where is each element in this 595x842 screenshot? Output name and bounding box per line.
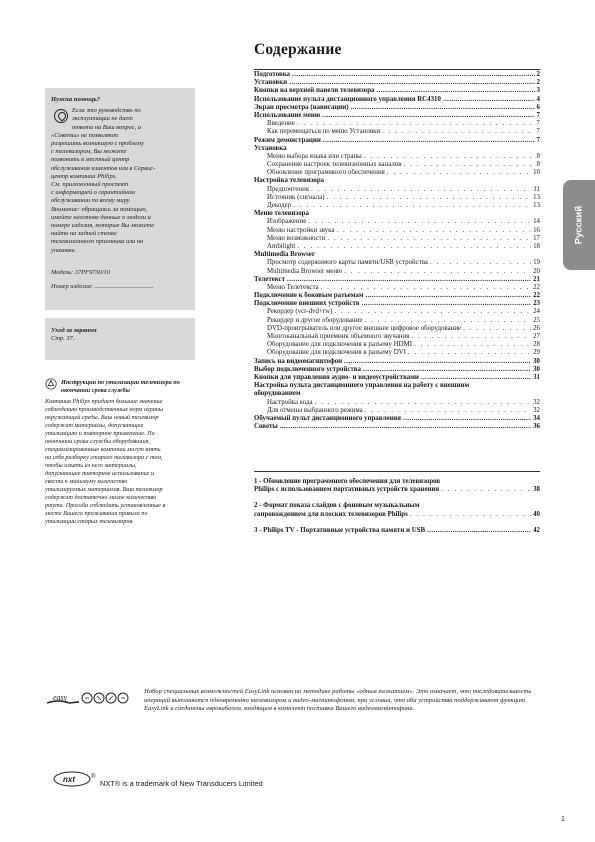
page-title: Содержание xyxy=(254,41,342,58)
toc-entry xyxy=(254,308,540,316)
toc-entry xyxy=(254,153,540,161)
help-text-line: разрешить возникшую с проблему xyxy=(51,140,144,148)
toc-entry xyxy=(254,292,540,300)
disposal-text-line: месте Вашего проживания правила по xyxy=(45,510,148,517)
toc-leader-dots xyxy=(387,169,531,177)
disposal-text-line: на себя разборку старого телевизора с тем, xyxy=(45,454,163,461)
help-text-line: номере изделия, которые Вы можете xyxy=(51,222,155,230)
toc-entry-page: 8 xyxy=(536,152,540,160)
toc-leader-dots xyxy=(463,325,531,333)
toc-entry xyxy=(254,284,540,292)
toc-entry xyxy=(254,511,540,519)
toc-leader-dots xyxy=(361,300,531,308)
toc-entry-page: 22 xyxy=(533,283,540,291)
toc-leader-dots xyxy=(297,243,531,251)
appendix-list xyxy=(254,478,540,535)
toc-entry-page: 31 xyxy=(533,373,540,381)
toc-leader-dots xyxy=(321,284,531,292)
toc-entry xyxy=(254,243,540,251)
toc-leader-dots xyxy=(410,511,531,519)
toc-entry xyxy=(254,502,540,510)
toc-entry xyxy=(254,325,540,333)
serial-number: Номер изделия: ..................................... xyxy=(51,283,154,291)
help-text-line: Если это руководство по xyxy=(72,107,141,115)
toc-entry-page: 2 xyxy=(536,71,540,78)
toc-entry-label: Кнопки на верхней панели телевизора xyxy=(254,87,375,95)
toc-entry-page: 40 xyxy=(533,510,540,518)
toc-entry-page: 30 xyxy=(533,365,540,373)
toc-entry-page: 23 xyxy=(533,300,540,308)
toc-entry-label: Режим демонстрации xyxy=(254,136,321,144)
toc-entry-label: 1 - Обновление программного обеспечения для телевизоров xyxy=(254,478,441,485)
toc-entry-page: 13 xyxy=(533,202,540,209)
toc-entry xyxy=(254,202,540,210)
toc-entry-page: 36 xyxy=(533,423,540,431)
disposal-text-line: окончании срока службы оборудования, xyxy=(45,438,150,445)
toc-entry-label: Декодер xyxy=(267,202,292,209)
toc-entry xyxy=(254,276,540,284)
toc-top-rule xyxy=(254,69,540,70)
disposal-text-line: чтобы изъять из него материалы, xyxy=(45,462,137,469)
toc-entry xyxy=(254,177,540,185)
help-text-line: обслуживании по всему миру. xyxy=(51,197,131,205)
toc-leader-dots xyxy=(366,292,532,300)
toc-entry-label: Меню возможности xyxy=(267,234,326,242)
toc-entry-page: 27 xyxy=(533,333,540,340)
toc-entry-label: Меню телевизора xyxy=(254,210,309,218)
help-text-line: найти на задней стенке xyxy=(51,230,117,238)
toc-entry xyxy=(254,415,540,423)
toc-entry-page: 18 xyxy=(533,242,540,250)
toc-entry xyxy=(254,194,540,202)
disposal-text-line: содержит достаточно малое количество xyxy=(45,494,157,501)
toc-entry-label: Советы xyxy=(254,423,278,431)
toc-leader-dots xyxy=(344,358,531,366)
screen-care-box xyxy=(45,318,195,360)
toc-leader-dots xyxy=(403,415,531,423)
disposal-section xyxy=(45,379,195,526)
help-box-text xyxy=(51,107,189,255)
toc-entry-page: 20 xyxy=(533,267,540,275)
toc-entry xyxy=(254,186,540,194)
toc-entry-page: 21 xyxy=(533,275,540,283)
toc-entry xyxy=(254,423,540,431)
toc-leader-dots xyxy=(443,96,535,104)
help-text-line: «Советы» не позволяют xyxy=(51,131,118,139)
toc-entry-label: Установка xyxy=(254,144,287,152)
toc-entry-page: 34 xyxy=(533,414,540,422)
easylink-logo-text: easy xyxy=(53,693,68,702)
help-text-line: обслуживания клиентов или в Сервис- xyxy=(51,164,156,172)
help-text-line: позвонить в местный центр xyxy=(51,156,130,164)
toc-entry-label: Предпочтения xyxy=(267,185,309,193)
toc-leader-dots xyxy=(351,104,535,112)
toc-leader-dots xyxy=(327,235,531,243)
help-text-line: упаковке. xyxy=(51,246,77,254)
toc-entry-page: 25 xyxy=(533,316,540,324)
toc-entry-label: DVD-проигрыватель или другое внешнее цифровое оборудование xyxy=(267,324,462,332)
nxt-trademark: NXT® is a trademark of New Transducers Limited xyxy=(100,779,263,788)
toc-entry-page: 11 xyxy=(533,185,540,193)
toc-entry xyxy=(254,137,540,145)
toc-entry-label: Использование пульта дистанционного управления RC4310 xyxy=(254,95,441,103)
toc-leader-dots xyxy=(364,153,535,161)
disposal-text-line: окружающей среды. Ваш новый телевизор xyxy=(45,414,159,421)
toc-entry xyxy=(254,128,540,136)
toc-entry xyxy=(254,349,540,357)
toc-entry-label: Выбор подключенного устройства xyxy=(254,365,361,373)
toc-entry-page: 7 xyxy=(536,120,540,128)
toc-entry xyxy=(254,96,540,104)
toc-entry-label: Как перемещаться по меню Установки xyxy=(267,128,381,136)
toc-entry-label: оборудованием xyxy=(254,390,301,398)
toc-entry xyxy=(254,300,540,308)
nxt-logo-text: nxt xyxy=(63,775,75,784)
table-of-contents xyxy=(254,71,540,431)
toc-entry-label: Multimedia Browser меню xyxy=(267,267,343,275)
toc-entry-label: 3 - Philips TV - Портативные устройства памяти и USB xyxy=(254,526,426,534)
toc-leader-dots xyxy=(404,161,535,169)
toc-entry-label: Настройка кода xyxy=(267,398,313,406)
toc-entry-label: Установки xyxy=(254,79,288,87)
toc-entry xyxy=(254,527,540,535)
toc-entry-label: Ambilight xyxy=(267,242,296,250)
toc-entry xyxy=(254,169,540,177)
toc-entry-page: 32 xyxy=(533,406,540,414)
toc-entry-label: Подключение внешних устройств xyxy=(254,300,360,308)
help-box xyxy=(45,88,195,310)
toc-leader-dots xyxy=(297,120,535,128)
toc-entry-label: Philips с использованием портативных устройств хранения xyxy=(254,486,440,494)
help-text-line: См. приложенный проспект xyxy=(51,181,129,189)
toc-entry-label: Источник (сигнала) xyxy=(267,193,325,201)
toc-entry-page: 30 xyxy=(533,357,540,365)
toc-entry-page: 19 xyxy=(533,259,540,267)
disposal-text-line: Компания Philips придает большое значение xyxy=(45,398,163,405)
help-text-line: телевизионного приемника или на xyxy=(51,238,144,246)
toc-entry xyxy=(254,374,540,382)
toc-entry xyxy=(254,251,540,259)
toc-entry-label: Экран просмотра (навигации) xyxy=(254,103,349,111)
toc-entry-page: 32 xyxy=(533,398,540,406)
language-tab xyxy=(563,180,595,270)
toc-entry xyxy=(254,87,540,95)
disposal-text-line: допускающие повторное использование и xyxy=(45,470,155,477)
toc-entry-label: Для отмены выбранного режима xyxy=(267,406,363,414)
toc-leader-dots xyxy=(311,186,531,194)
toc-entry xyxy=(254,407,540,415)
toc-leader-dots xyxy=(427,527,531,535)
toc-leader-dots xyxy=(280,423,531,431)
toc-leader-dots xyxy=(308,218,531,226)
toc-entry-page: 10 xyxy=(533,169,540,177)
help-text-line: имейте наготове данные о модели и xyxy=(51,213,151,221)
toc-entry-label: Подготовка xyxy=(254,71,291,78)
toc-entry-label: Обновление программного обеспечения xyxy=(267,169,385,177)
toc-entry xyxy=(254,161,540,169)
toc-entry-page: 2 xyxy=(536,79,540,87)
toc-entry xyxy=(254,259,540,267)
toc-entry-label: Использование меню xyxy=(254,111,321,119)
toc-entry xyxy=(254,341,540,349)
toc-leader-dots xyxy=(344,268,531,276)
disposal-text-line: содержит материалы, допускающие xyxy=(45,422,144,429)
toc-entry-label: Многоканальный приемник объемного звучания xyxy=(267,333,410,340)
toc-leader-dots xyxy=(414,341,531,349)
help-text-line: эксплуатации не дает xyxy=(72,115,133,123)
toc-entry-label: Настройка телевизора xyxy=(254,177,325,185)
toc-entry-page: 14 xyxy=(533,218,540,226)
toc-entry-label: Изображение xyxy=(267,218,307,226)
toc-entry xyxy=(254,333,540,341)
toc-entry-label: Меню настройки звука xyxy=(267,226,335,234)
toc-entry-page: 29 xyxy=(533,349,540,357)
recycle-icon xyxy=(45,378,57,390)
help-text-line: с телевизором, Вы можете xyxy=(51,148,127,156)
toc-leader-dots xyxy=(408,349,531,357)
toc-leader-dots xyxy=(323,137,535,145)
toc-leader-dots xyxy=(293,202,531,210)
toc-entry xyxy=(254,478,540,486)
toc-leader-dots xyxy=(336,227,531,235)
toc-entry-page: 7 xyxy=(536,136,540,144)
toc-leader-dots xyxy=(441,486,531,494)
toc-entry-page: 17 xyxy=(533,234,540,242)
toc-entry xyxy=(254,366,540,374)
disposal-text-line: соблюдению производственных норм охраны xyxy=(45,406,164,413)
nxt-logo xyxy=(52,771,98,787)
toc-entry-label: Запись на видеомагнитофон xyxy=(254,357,343,365)
toc-entry-page: 22 xyxy=(533,292,540,300)
toc-entry xyxy=(254,390,540,398)
toc-entry xyxy=(254,71,540,79)
toc-entry xyxy=(254,235,540,243)
toc-entry-label: Кнопки для управления аудио- и видеоустройствами xyxy=(254,373,419,381)
toc-entry-page: 7 xyxy=(536,128,540,136)
svg-text:®: ® xyxy=(91,774,96,780)
disposal-text-line: утилизации старых телевизоров. xyxy=(45,518,134,525)
help-box-title: Нужна помощь? xyxy=(51,96,101,103)
toc-entry xyxy=(254,399,540,407)
help-text-line: центр компании Philips. xyxy=(51,172,117,180)
toc-entry-label: Введение xyxy=(267,120,295,128)
toc-leader-dots xyxy=(382,128,534,136)
toc-entry-page: 3 xyxy=(536,87,540,95)
screen-care-title: Уход за экраном xyxy=(51,327,97,334)
toc-leader-dots xyxy=(421,374,531,382)
toc-entry-label: Телетекст xyxy=(254,275,286,283)
disposal-text-line: свести к минимуму количество xyxy=(45,478,128,485)
toc-leader-dots xyxy=(322,112,534,120)
toc-entry-label: Обучаемый пульт дистанционного управления xyxy=(254,414,401,422)
toc-entry xyxy=(254,382,540,390)
toc-entry-label: Рекордер и другое оборудование xyxy=(267,316,363,324)
toc-leader-dots xyxy=(287,276,531,284)
toc-entry-label: Подключение к боковым разъемам xyxy=(254,292,364,300)
toc-entry-page: 26 xyxy=(533,324,540,332)
toc-entry-label: Рекордер (vcr-dvd+rw) xyxy=(267,308,333,316)
toc-entry-label: Настройка пульта дистанционного управления на работу с внешним xyxy=(254,382,470,390)
toc-entry-page: 16 xyxy=(533,226,540,234)
toc-entry xyxy=(254,120,540,128)
toc-leader-dots xyxy=(315,399,532,407)
easylink-description: Набор специальных возможностей EasyLink основан на методике работы «одним нажатием». Это означает, что последовательность операций выполняется одновременно телевизором и видео-магнитофоном, при условии, что оба устройства поддерживают функцию EasyLink и соединены еврокабелем, входящим в комплект поставки Вашего видеомагнитофона. xyxy=(144,688,532,713)
toc-entry-label: Меню выбора языка или страны xyxy=(267,152,362,160)
toc-leader-dots xyxy=(292,71,535,79)
toc-leader-dots xyxy=(334,308,531,316)
toc-entry xyxy=(254,218,540,226)
toc-entry xyxy=(254,104,540,112)
toc-entry-label: 2 - Формат показа слайдов с фоновым музыкальным xyxy=(254,502,420,510)
toc-entry-page: 28 xyxy=(533,341,540,349)
toc-leader-dots xyxy=(363,366,531,374)
help-text-line: ответа на Ваш вопрос, а xyxy=(72,123,142,131)
help-text-line: Внимание: обращаясь за помощью, xyxy=(51,205,148,213)
toc-entry-page: 42 xyxy=(533,526,540,534)
page-number: 1 xyxy=(561,816,565,823)
disposal-title: Инструкции по утилизации телевизора по окончании срока службы xyxy=(61,379,180,394)
disposal-text-line: утилизируемых материалов. Ваш телевизор xyxy=(45,486,163,493)
toc-entry-label: сопровождением для плоских телевизоров Philips xyxy=(254,510,408,518)
toc-leader-dots xyxy=(365,407,531,415)
toc-entry xyxy=(254,79,540,87)
toc-entry-page: 7 xyxy=(536,111,540,119)
toc-bottom-rule xyxy=(254,471,540,472)
toc-leader-dots xyxy=(289,79,534,87)
disposal-text xyxy=(45,398,195,526)
toc-leader-dots xyxy=(327,194,532,202)
easylink-logo xyxy=(45,690,133,706)
toc-entry-page: 38 xyxy=(533,486,540,494)
toc-entry-label: Меню Телетекста xyxy=(267,283,319,291)
toc-leader-dots xyxy=(364,317,531,325)
toc-entry xyxy=(254,112,540,120)
language-tab-label: Русский xyxy=(573,205,585,245)
toc-entry xyxy=(254,317,540,325)
toc-entry-label: Оборудование для подключения к разъему HDMI xyxy=(267,341,413,349)
toc-entry xyxy=(254,358,540,366)
help-text-line: с информацией о гарантийном xyxy=(51,189,135,197)
toc-entry-page: 8 xyxy=(536,161,540,169)
toc-entry xyxy=(254,486,540,494)
screen-care-ref: Стр. 37. xyxy=(51,335,75,343)
toc-entry-label: Оборудование для подключения к разъему DVI xyxy=(267,349,406,357)
toc-entry-page: 4 xyxy=(536,95,540,103)
toc-entry xyxy=(254,145,540,153)
toc-entry-label: Сохранение настроек телевизионных каналов xyxy=(267,161,402,169)
toc-entry-page: 24 xyxy=(533,308,540,316)
toc-leader-dots xyxy=(376,87,534,95)
toc-entry xyxy=(254,268,540,276)
toc-leader-dots xyxy=(430,259,531,267)
toc-entry-label: Просмотр содержимого карты памяти/USB устройства xyxy=(267,259,428,267)
toc-entry xyxy=(254,210,540,218)
toc-entry-label: Multimedia Browser xyxy=(254,251,315,259)
disposal-text-line: специализированные компании могут взять xyxy=(45,446,161,453)
disposal-text-line: ртути. Просьба соблюдать установленные в xyxy=(45,502,166,509)
toc-entry-page: 13 xyxy=(533,193,540,201)
model-number: Модель: 37PF9730/10 xyxy=(51,268,110,276)
disposal-text-line: утилизацию и повторное применение. По xyxy=(45,430,155,437)
toc-leader-dots xyxy=(411,333,531,341)
toc-entry xyxy=(254,227,540,235)
toc-entry-page: 6 xyxy=(536,103,540,111)
